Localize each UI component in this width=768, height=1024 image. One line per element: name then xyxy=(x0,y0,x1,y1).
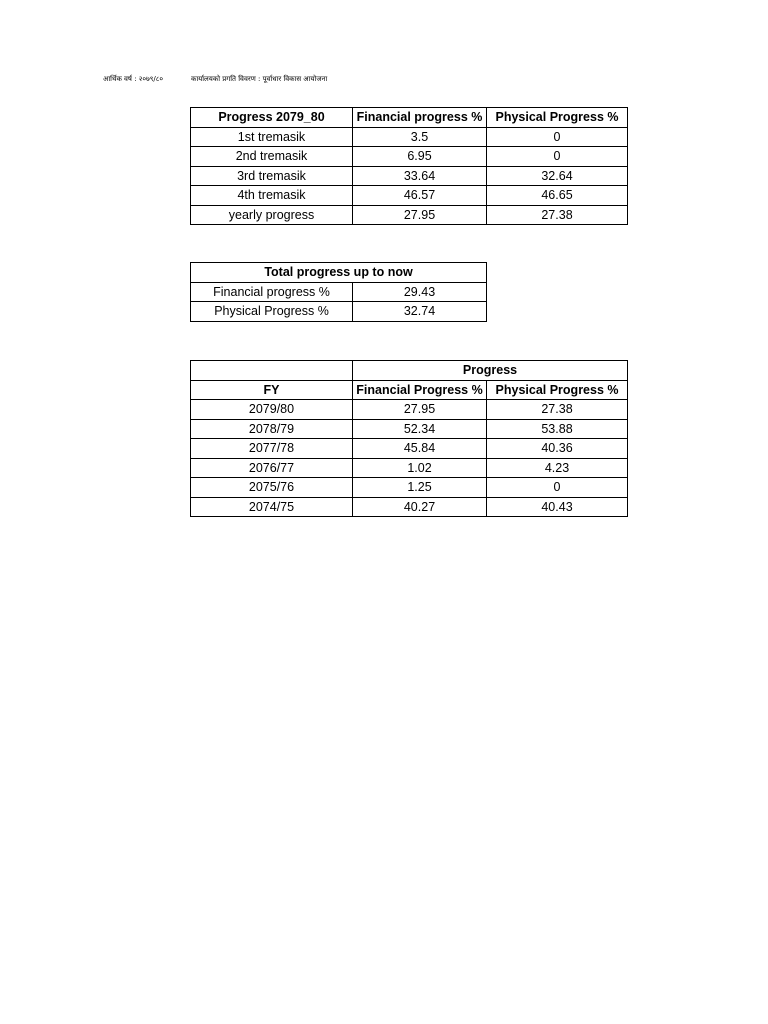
column-header-physical: Physical Progress % xyxy=(487,108,628,128)
period-cell: 2nd tremasik xyxy=(191,147,353,167)
table-row xyxy=(191,439,628,459)
column-header-financial: Financial progress % xyxy=(353,108,487,128)
label-cell: Financial progress % xyxy=(191,282,353,302)
physical-cell: 40.36 xyxy=(487,439,628,459)
table-row xyxy=(191,205,628,225)
fy-cell: 2074/75 xyxy=(191,497,353,517)
physical-cell: 0 xyxy=(487,147,628,167)
header-right-text: कार्यालयको प्रगति विवरण : पूर्वाधार विकास आयोजना xyxy=(191,75,328,83)
table-row xyxy=(191,186,628,206)
label-cell: Physical Progress % xyxy=(191,302,353,322)
period-cell: 3rd tremasik xyxy=(191,166,353,186)
table-row xyxy=(191,166,628,186)
empty-corner-cell xyxy=(191,361,353,381)
fy-cell: 2079/80 xyxy=(191,400,353,420)
table-row xyxy=(191,147,628,167)
value-cell: 29.43 xyxy=(353,282,487,302)
fy-cell: 2075/76 xyxy=(191,478,353,498)
physical-cell: 4.23 xyxy=(487,458,628,478)
physical-cell: 0 xyxy=(487,127,628,147)
financial-cell: 3.5 xyxy=(353,127,487,147)
table-row xyxy=(191,127,628,147)
fy-cell: 2077/78 xyxy=(191,439,353,459)
financial-cell: 6.95 xyxy=(353,147,487,167)
financial-cell: 1.02 xyxy=(353,458,487,478)
physical-cell: 27.38 xyxy=(487,205,628,225)
fy-cell: 2076/77 xyxy=(191,458,353,478)
column-header-physical: Physical Progress % xyxy=(487,380,628,400)
fy-cell: 2078/79 xyxy=(191,419,353,439)
total-progress-title: Total progress up to now xyxy=(191,263,487,283)
table-row xyxy=(191,497,628,517)
financial-cell: 33.64 xyxy=(353,166,487,186)
financial-cell: 40.27 xyxy=(353,497,487,517)
column-header-financial: Financial Progress % xyxy=(353,380,487,400)
physical-cell: 0 xyxy=(487,478,628,498)
physical-cell: 27.38 xyxy=(487,400,628,420)
table-header-row xyxy=(191,380,628,400)
table-header-row xyxy=(191,263,487,283)
period-cell: 1st tremasik xyxy=(191,127,353,147)
table-group-header-row xyxy=(191,361,628,381)
financial-cell: 46.57 xyxy=(353,186,487,206)
table-row xyxy=(191,478,628,498)
progress-group-header: Progress xyxy=(353,361,628,381)
period-cell: yearly progress xyxy=(191,205,353,225)
physical-cell: 40.43 xyxy=(487,497,628,517)
physical-cell: 53.88 xyxy=(487,419,628,439)
table-row xyxy=(191,282,487,302)
table-row xyxy=(191,302,487,322)
page-header xyxy=(103,72,403,86)
column-header-period: Progress 2079_80 xyxy=(191,108,353,128)
table-row xyxy=(191,458,628,478)
total-progress-table xyxy=(190,262,487,322)
physical-cell: 46.65 xyxy=(487,186,628,206)
financial-cell: 27.95 xyxy=(353,205,487,225)
column-header-fy: FY xyxy=(191,380,353,400)
financial-cell: 45.84 xyxy=(353,439,487,459)
financial-cell: 1.25 xyxy=(353,478,487,498)
physical-cell: 32.64 xyxy=(487,166,628,186)
table-header-row xyxy=(191,108,628,128)
value-cell: 32.74 xyxy=(353,302,487,322)
header-left-text: आर्थिक वर्ष : २०७९/८० xyxy=(103,75,163,83)
financial-cell: 27.95 xyxy=(353,400,487,420)
quarterly-progress-table xyxy=(190,107,628,225)
financial-cell: 52.34 xyxy=(353,419,487,439)
table-row xyxy=(191,419,628,439)
fiscal-year-progress-table xyxy=(190,360,628,517)
table-row xyxy=(191,400,628,420)
period-cell: 4th tremasik xyxy=(191,186,353,206)
